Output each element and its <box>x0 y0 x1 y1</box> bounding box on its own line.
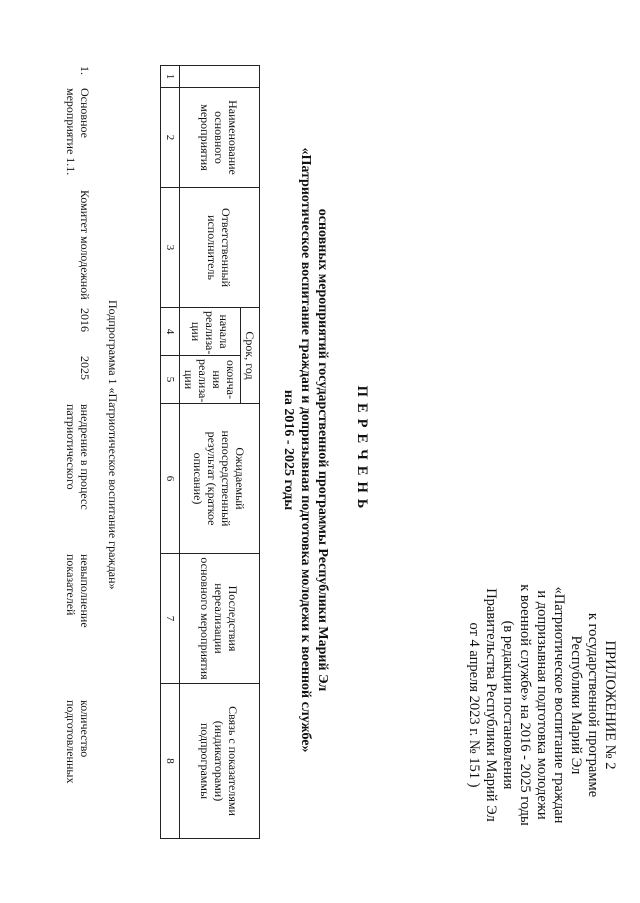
row-measure: Основное мероприятие 1.1. <box>64 88 92 176</box>
row-indicators: количество подготовленных <box>64 700 92 784</box>
header-cell: начала реализа-ции <box>180 308 241 356</box>
row-end: 2025 <box>78 356 92 380</box>
header-cell: Последствия нереализации основного мероприятия <box>180 554 260 684</box>
perechen-heading: ПЕРЕЧЕНЬ <box>354 385 370 515</box>
row-start: 2016 <box>78 308 92 332</box>
header-cell: Ответственный исполнитель <box>180 188 260 308</box>
measures-table: Наименование основного мероприятия Ответственный исполнитель Срок, год Ожидаемый непосредственный результат (краткое описание) Последствия нереализации основного мероприятия Связь с показателями (индикаторами) подпрограммы начала реализа-ции оконча-ния реализа-ции 1 2 3 4 5 6 7 8 <box>160 65 260 839</box>
appendix-title: ПРИЛОЖЕНИЕ № 2 <box>602 640 618 770</box>
header-cell: Срок, год <box>241 308 260 404</box>
subprogram-heading: Подпрограмма 1 «Патриотическое воспитание граждан» <box>106 300 120 590</box>
row-consequence: невыполнение показателей <box>64 554 92 628</box>
document-title: ПЕРЕЧЕНЬ основных мероприятий государственной программы Республики Марий Эл «Патриотическое воспитание граждан и допризывная подготовка молодежи к военной службе» на 2016 - 2025 годы <box>280 90 370 810</box>
header-cell: Наименование основного мероприятия <box>180 88 260 188</box>
row-result: внедрение в процесс патриотического <box>64 404 92 510</box>
row-executor: Комитет молодежной <box>78 190 92 300</box>
appendix-header: ПРИЛОЖЕНИЕ № 2 к государственной программе Республики Марий Эл «Патриотическое воспитание граждан и допризывная подготовка молодежи к военной службе» на 2016 - 2025 годы (в редакции постановления Правительства Республики Марий Эл от 4 апреля 2023 г. № 151 ) <box>465 545 618 865</box>
row-number: 1. <box>78 66 92 75</box>
header-cell: Ожидаемый непосредственный результат (краткое описание) <box>180 404 260 554</box>
header-cell: Связь с показателями (индикаторами) подпрограммы <box>180 684 260 839</box>
header-cell <box>180 66 260 88</box>
header-cell: оконча-ния реализа-ции <box>180 356 241 404</box>
